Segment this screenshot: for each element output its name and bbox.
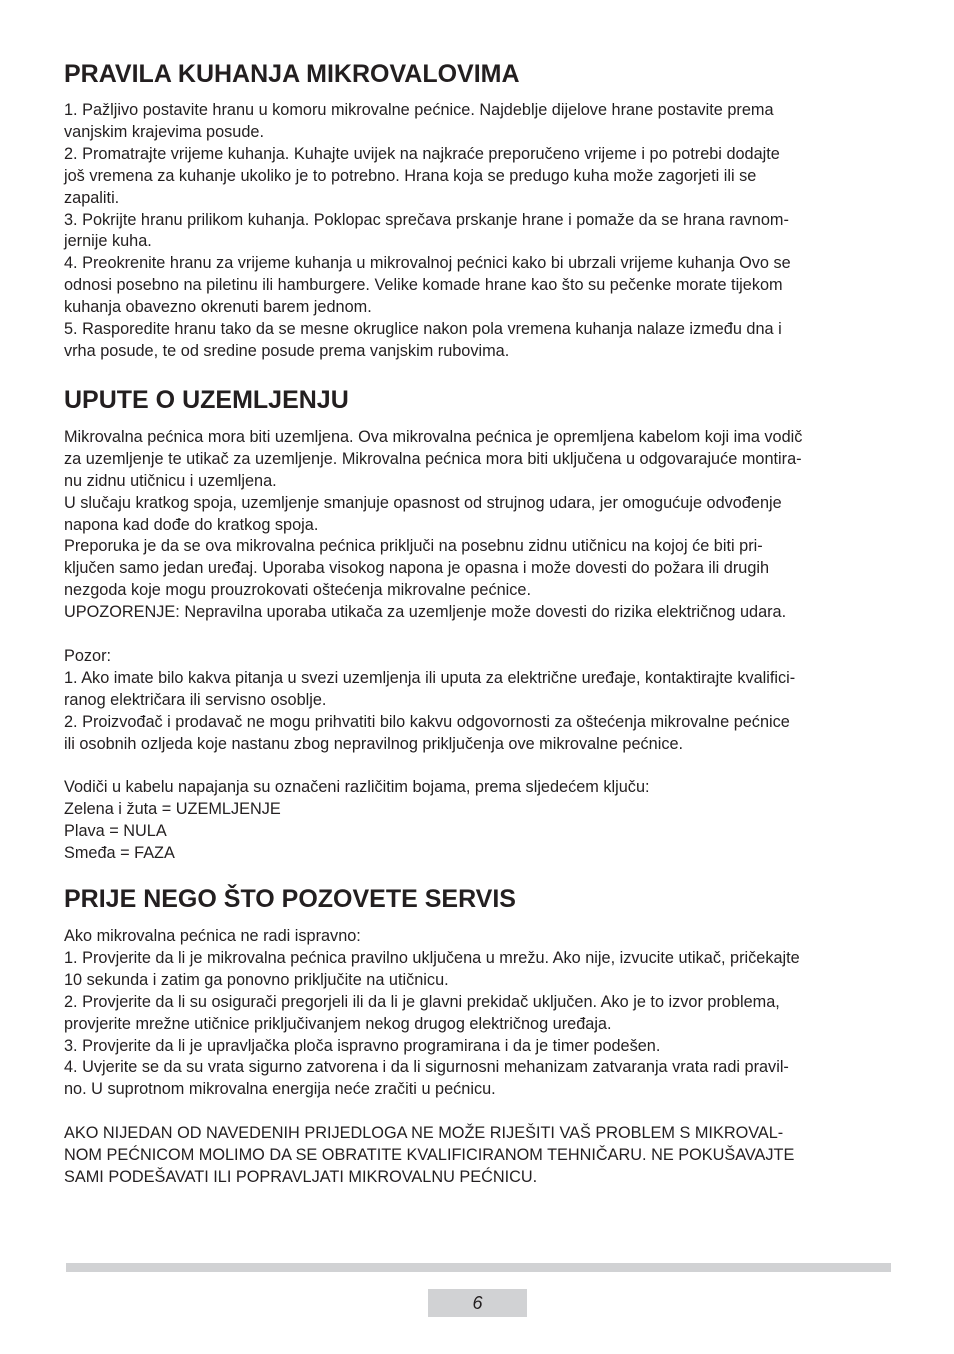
text-line: no. U suprotnom mikrovalna energija neće zračiti u pećnicu. [64,1080,496,1099]
text-line: Pozor: [64,646,112,665]
document-page [64,58,894,1189]
text-line: još vremena za kuhanje ukoliko je to potrebno. Hrana koja se predugo kuha može zagorjeti ili se [64,166,757,185]
blank-line [64,1101,894,1123]
text-line: AKO NIJEDAN OD NAVEDENIH PRIJEDLOGA NE MOŽE RIJEŠITI VAŠ PROBLEM S MIKROVAL- [64,1124,784,1143]
text-line: 5. Rasporedite hranu tako da se mesne okruglice nakon pola vremena kuhanja nalaze između dna i [64,320,782,339]
text-line: Preporuka je da se ova mikrovalna pećnica priključi na posebnu zidnu utičnicu na kojoj će biti pri- [64,537,763,556]
text-line: nezgoda koje mogu prouzrokovati oštećenja mikrovalne pećnice. [64,581,531,600]
text-line: U slučaju kratkog spoja, uzemljenje smanjuje opasnost od strujnog udara, jer omogućuje odvođenje [64,493,782,512]
text-line: 4. Preokrenite hranu za vrijeme kuhanja u mikrovalnoj pećnici kako bi ubrzali vrijeme kuhanja Ovo se [64,254,791,273]
text-line: kuhanja obavezno okrenuti barem jednom. [64,298,372,317]
text-line: Zelena i žuta = UZEMLJENJE [64,800,281,819]
text-line: 2. Proizvođač i prodavač ne mogu prihvatiti bilo kakvu odgovornosti za oštećenja mikrovalne pećnice [64,712,790,731]
text-line: jernije kuha. [64,232,152,251]
text-line: 1. Pažljivo postavite hranu u komoru mikrovalne pećnice. Najdeblje dijelove hrane postavite prema [64,101,774,119]
section-body [64,926,894,1189]
text-line: ranog električara ili servisno osoblje. [64,690,327,709]
blank-line [64,755,894,777]
grounding-section [64,384,894,865]
page-number: 6 [428,1289,527,1317]
text-line: Ako mikrovalna pećnica ne radi ispravno: [64,926,361,945]
text-line: SAMI PODEŠAVATI ILI POPRAVLJATI MIKROVALNU PEĆNICU. [64,1167,538,1186]
text-line: 3. Provjerite da li je upravljačka ploča ispravno programirana i da je timer podešen. [64,1036,661,1055]
text-line: napona kad dođe do kratkog spoja. [64,515,319,534]
text-line: 10 sekunda i zatim ga ponovno priključite na utičnicu. [64,970,449,989]
text-line: vrha posude, te od sredine posude prema vanjskim rubovima. [64,341,510,360]
section-title: UPUTE O UZEMLJENJU [64,385,349,414]
text-line: 1. Provjerite da li je mikrovalna pećnica pravilno uključena u mrežu. Ako nije, izvucite utikač, pričekajte [64,948,800,967]
text-line: Smeđa = FAZA [64,844,175,863]
cooking-rules-section [64,58,894,363]
section-title: PRAVILA KUHANJA MIKROVALOVIMA [64,60,520,88]
text-line: ključen samo jedan uređaj. Uporaba visokog napona je opasna i može dovesti do požara ili drugih [64,559,770,578]
text-line: provjerite mrežne utičnice priključivanjem nekog drugog električnog uređaja. [64,1014,612,1033]
section-body [64,427,894,865]
text-line: nu zidnu utičnicu i uzemljena. [64,471,277,490]
blank-line [64,624,894,646]
text-line: 3. Pokrijte hranu prilikom kuhanja. Poklopac sprečava prskanje hrane i pomaže da se hrana ravnom- [64,210,789,229]
text-line: UPOZORENJE: Nepravilna uporaba utikača za uzemljenje može dovesti do rizika električnog udara. [64,603,787,622]
text-line: 4. Uvjerite se da su vrata sigurno zatvorena i da li sigurnosni mehanizam zatvaranja vrata radi pravil- [64,1058,789,1077]
text-line: ili osobnih ozljeda koje nastanu zbog nepravilnog priključenja ove mikrovalne pećnice. [64,734,684,753]
text-line: za uzemljenje te utikač za uzemljenje. Mikrovalna pećnica mora biti uključena u odgovarajuće montira- [64,449,802,468]
section-title: PRIJE NEGO ŠTO POZOVETE SERVIS [64,884,516,913]
footer-divider [66,1263,891,1272]
text-line: zapaliti. [64,188,120,207]
before-service-section [64,883,894,1189]
text-line: odnosi posebno na piletinu ili hamburgere. Velike komade hrane kao što su pečenke morate tijekom [64,276,783,295]
text-line: Mikrovalna pećnica mora biti uzemljena. Ova mikrovalna pećnica je opremljena kabelom koji ima vodič [64,427,803,446]
text-line: 2. Provjerite da li su osigurači pregorjeli ili da li je glavni prekidač uključen. Ako je to izvor problema, [64,992,780,1011]
text-line: 2. Promatrajte vrijeme kuhanja. Kuhajte uvijek na najkraće preporučeno vrijeme i po potrebi dodajte [64,144,780,163]
text-line: vanjskim krajevima posude. [64,122,264,141]
text-line: Plava = NULA [64,822,167,841]
text-line: Vodiči u kabelu napajanja su označeni različitim bojama, prema sljedećem ključu: [64,778,650,797]
text-line: 1. Ako imate bilo kakva pitanja u svezi uzemljenja ili uputa za električne uređaje, kontaktirajte kvalifici- [64,668,796,687]
section-body [64,100,894,363]
text-line: NOM PEĆNICOM MOLIMO DA SE OBRATITE KVALIFICIRANOM TEHNIČARU. NE POKUŠAVAJTE [64,1146,795,1165]
